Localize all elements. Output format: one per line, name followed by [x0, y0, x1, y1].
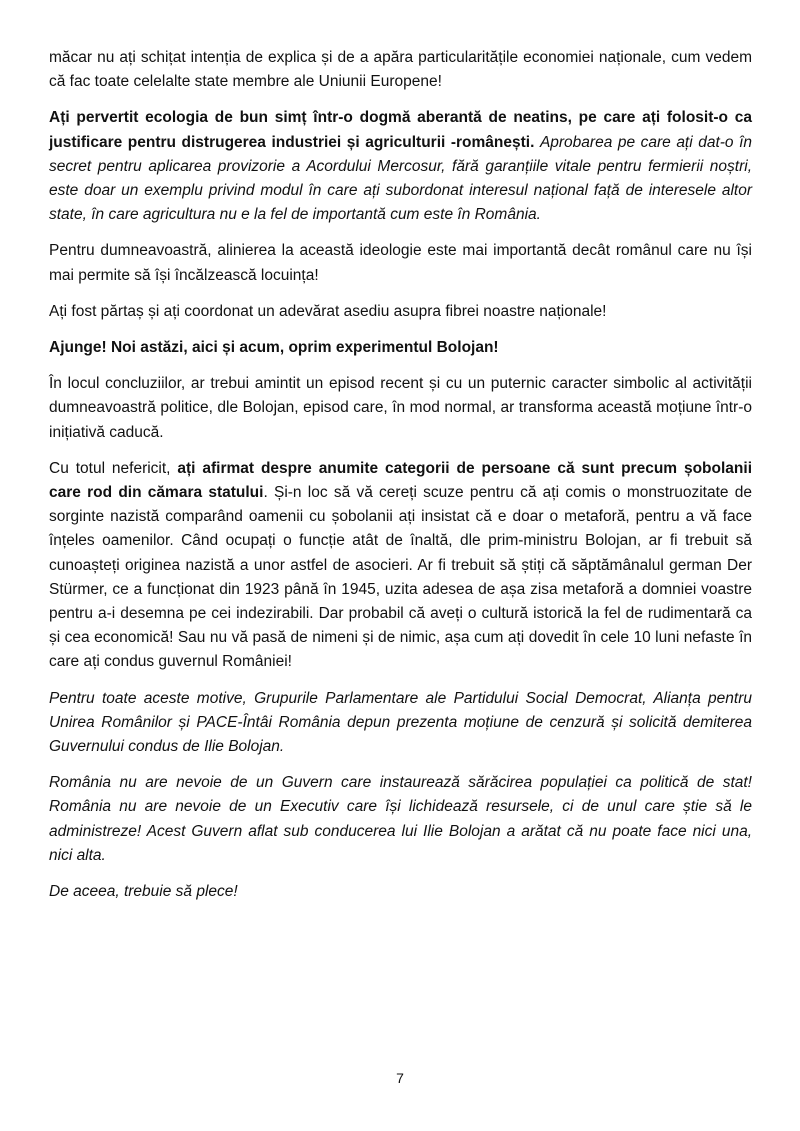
paragraph-1-text: măcar nu ați schițat intenția de explica și de a apăra particularitățile economiei naționale, cum vedem că fac toate celelalte state membre ale Uniunii Europene!	[49, 49, 752, 91]
paragraph-5-bold-text: Ajunge! Noi astăzi, aici și acum, oprim experimentul Bolojan!	[49, 339, 499, 357]
paragraph-2	[49, 106, 752, 227]
paragraph-8	[49, 687, 752, 760]
paragraph-7	[49, 457, 752, 675]
paragraph-10-italic-text: De aceea, trebuie să plece!	[49, 883, 238, 901]
paragraph-9-italic-text: România nu are nevoie de un Guvern care instaurează sărăcirea populației ca politică de stat! România nu are nevoie de un Executiv care își lichidează resursele, ci de unul care știe să le administreze! Acest Guvern aflat sub conducerea lui Ilie Bolojan a arătat că nu poate face nici una, nici alta.	[49, 774, 752, 864]
paragraph-2-bold-text: Ați pervertit ecologia de bun simț într-o dogmă aberantă de neatins, pe care ați folosit-o ca justificare pentru distrugerea industriei și agriculturii -românești.	[49, 109, 752, 151]
paragraph-7-rest-text: . Și-n loc să vă cereți scuze pentru că ați comis o monstruozitate de sorginte nazistă comparând oamenii cu șobolanii ați insistat că e doar o metaforă, pentru a vă face înțeles oamenilor. Când ocupați o funcție atât de înaltă, dle prim-ministru Bolojan, ar fi trebuit să cunoașteți originea nazistă a unor astfel de asocieri. Ar fi trebuit să știți că săptămânalul german Der Stürmer, ce a funcționat din 1923 până în 1945, uzita adesea de așa zisa metaforă a domniei voastre pentru a-i desemna pe cei indezirabili. Dar probabil că aveți o cultură istorică la fel de rudimentară ca și cea economică! Sau nu vă pasă de nimeni și de nimic, așa cum ați dovedit în cele 10 luni nefaste în care ați condus guvernul României!	[49, 484, 752, 671]
paragraph-3	[49, 239, 752, 287]
paragraph-4-text: Ați fost părtaș și ați coordonat un adevărat asediu asupra fibrei noastre naționale!	[49, 302, 607, 320]
paragraph-8-italic-text: Pentru toate aceste motive, Grupurile Parlamentare ale Partidului Social Democrat, Alianța pentru Unirea Românilor și PACE-Întâi România depun prezenta moțiune de cenzură și solicită demiterea Guvernului condus de Ilie Bolojan.	[49, 689, 752, 756]
paragraph-3-text: Pentru dumneavoastră, alinierea la această ideologie este mai importantă decât românul care nu își mai permite să își încălzească locuința!	[49, 242, 752, 284]
paragraph-5	[49, 336, 752, 360]
page-number: 7	[396, 1070, 404, 1086]
paragraph-4	[49, 300, 752, 324]
paragraph-10	[49, 880, 752, 904]
paragraph-9	[49, 771, 752, 868]
paragraph-2-italic-text: Aprobarea pe care ați dat-o în secret pentru aplicarea provizorie a Acordului Mercosur, fără garanțiile vitale pentru fermierii noștri, este doar un exemplu privind modul în care ați subordonat interesul național față de interesele altor state, în care agricultura nu e la fel de importantă cum este în România.	[49, 133, 753, 224]
paragraph-1	[49, 46, 752, 94]
paragraph-7-bold-text: ați afirmat despre anumite categorii de persoane că sunt precum șobolanii care rod din cămara statului	[49, 459, 752, 502]
paragraph-7-start-text: Cu totul nefericit,	[49, 459, 178, 477]
paragraph-6-text: În locul concluziilor, ar trebui amintit un episod recent și cu un puternic caracter simbolic al activității dumneavoastră politice, dle Bolojan, episod care, în mod normal, ar transforma această moțiune într-o inițiativă caducă.	[49, 375, 752, 441]
paragraph-6	[49, 372, 752, 445]
